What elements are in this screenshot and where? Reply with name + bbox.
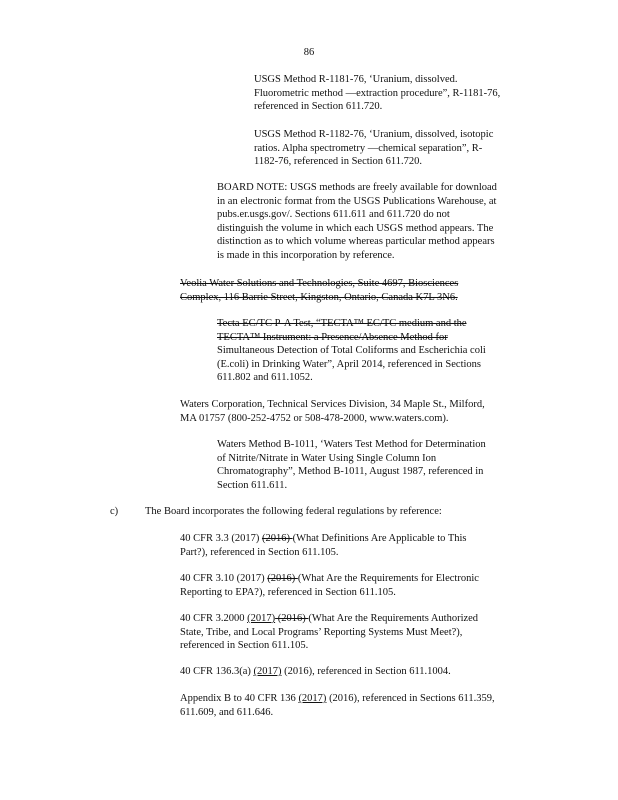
cfr-3-3 xyxy=(180,532,510,559)
text-line: distinction as to which volume whereas particular method appears xyxy=(217,236,495,247)
text-line: Complex, 116 Barrie Street, Kingston, Ontario, Canada K7L 3N6. xyxy=(180,291,458,303)
text-span: (2016), referenced in Section 611.1004. xyxy=(281,666,451,677)
text-span: 40 CFR 3.10 (2017) xyxy=(180,573,268,584)
cfr-136-3a xyxy=(180,665,515,679)
deleted-year: (2016) xyxy=(275,613,309,624)
usgs-method-r1182 xyxy=(254,128,530,169)
text-line: distinguish the volume in which each USGS method appears. The xyxy=(217,222,494,234)
cfr-3-2000 xyxy=(180,612,515,653)
cfr-3-10 xyxy=(180,572,515,599)
text-span: (What Are the Requirements for Electronic xyxy=(297,573,479,584)
text-line: 611.802 and 611.1052. xyxy=(217,372,313,383)
text-span: Appendix B to 40 CFR 136 xyxy=(180,693,299,704)
text-span: 40 CFR 3.3 (2017) xyxy=(180,533,262,544)
text-line: (E.coli) in Drinking Water”, April 2014, referenced in Sections xyxy=(217,358,482,370)
text-line: Fluorometric method —extraction procedure”, R-1181-76, xyxy=(254,87,501,99)
subsection-c-text: The Board incorporates the following federal regulations by reference: xyxy=(145,506,442,517)
text-span: (What Are the Requirements Authorized xyxy=(308,613,479,624)
tecta-method xyxy=(217,317,530,385)
text-line: Veolia Water Solutions and Technologies, Suite 4697, Biosciences xyxy=(180,278,459,289)
appendix-b-40-cfr-136 xyxy=(180,692,525,719)
text-line: ratios. Alpha spectrometry —chemical separation”, R- xyxy=(254,142,483,154)
inserted-year: (2017) xyxy=(247,613,276,624)
text-line: is made in this incorporation by reference. xyxy=(217,249,395,261)
veolia-address-deleted xyxy=(180,277,497,304)
text-line-deleted: TECTA™ Instrument: a Presence/Absence Method for xyxy=(217,331,448,343)
page-number: 86 xyxy=(303,47,315,58)
text-line: Part?), referenced in Section 611.105. xyxy=(180,546,339,558)
text-line: 611.609, and 611.646. xyxy=(180,706,274,718)
text-line: pubs.er.usgs.gov/. Sections 611.611 and 611.720 do not xyxy=(217,209,450,220)
text-line: BOARD NOTE: USGS methods are freely available for download xyxy=(217,182,497,193)
deleted-year: (2016) xyxy=(267,573,298,584)
waters-method-b1011 xyxy=(217,438,527,492)
text-line: referenced in Section 611.105. xyxy=(180,640,309,651)
subsection-label: c) xyxy=(110,506,119,517)
text-line: 1182-76, referenced in Section 611.720. xyxy=(254,156,423,167)
text-line: referenced in Section 611.720. xyxy=(254,101,383,112)
text-line: Waters Corporation, Technical Services Division, 34 Maple St., Milford, xyxy=(180,399,485,410)
text-line: Waters Method B-1011, ‘Waters Test Method for Determination xyxy=(217,439,486,450)
inserted-year: (2017) xyxy=(298,693,327,704)
text-line: Section 611.611. xyxy=(217,479,288,491)
text-line: Chromatography”, Method B-1011, August 1987, referenced in xyxy=(217,466,484,477)
text-line-deleted: Tecta EC/TC P-A Test, “TECTA™ EC/TC medium and the xyxy=(217,318,467,329)
text-span: 40 CFR 3.2000 xyxy=(180,613,248,624)
text-line: USGS Method R-1182-76, ‘Uranium, dissolved, isotopic xyxy=(254,129,494,140)
deleted-year: (2016) xyxy=(261,533,293,544)
inserted-year: (2017) xyxy=(253,666,282,677)
text-line: State, Tribe, and Local Programs’ Reporting Systems Must Meet?), xyxy=(180,626,463,638)
text-line: in an electronic format from the USGS Publications Warehouse, at xyxy=(217,195,497,207)
text-line: Simultaneous Detection of Total Coliforms and Escherichia coli xyxy=(217,345,486,356)
text-span: 40 CFR 136.3(a) xyxy=(180,666,254,677)
text-span: (What Definitions Are Applicable to This xyxy=(292,533,467,544)
board-note xyxy=(217,181,530,262)
text-line: Reporting to EPA?), referenced in Section 611.105. xyxy=(180,586,396,598)
text-line: of Nitrite/Nitrate in Water Using Single Column Ion xyxy=(217,452,437,464)
text-span: (2016), referenced in Sections 611.359, xyxy=(326,693,495,704)
usgs-method-r1181 xyxy=(254,73,530,114)
text-line: USGS Method R-1181-76, ‘Uranium, dissolved. xyxy=(254,74,458,85)
waters-corporation-address xyxy=(180,398,527,425)
text-line: MA 01757 (800-252-4752 or 508-478-2000, www.waters.com). xyxy=(180,412,449,424)
